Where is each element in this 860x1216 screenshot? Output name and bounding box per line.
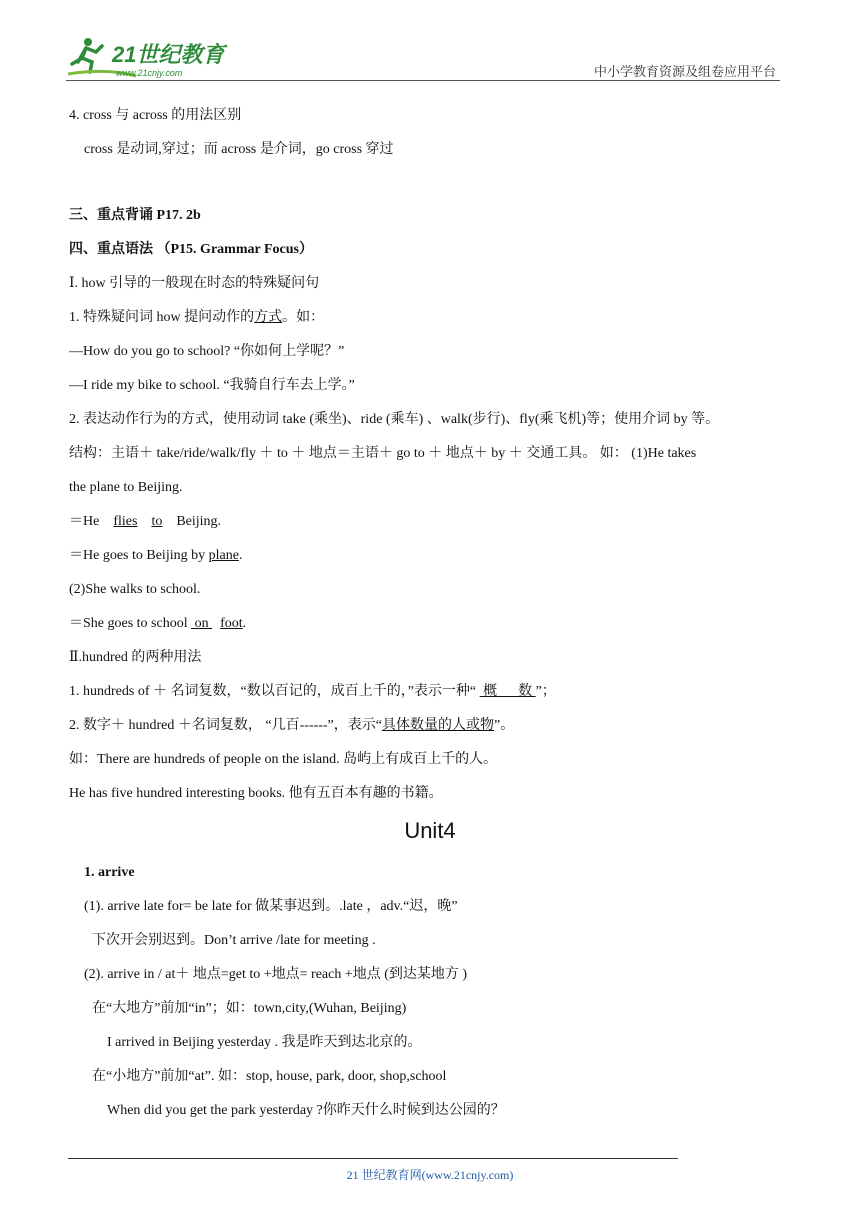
text-segment: ”。 [494,718,515,733]
rewrite-on-foot [69,615,246,633]
underlined-answer: to [151,514,163,529]
arrive-in-example: I arrived in Beijing yesterday . 我是昨天到达北京的。 [107,1035,422,1050]
text-segment: ＝She goes to school [69,616,192,631]
arrive-rule-2: (2). arrive in / at＋ 地点=get to +地点= reach +地点 (到达某地方 ) [84,967,468,982]
hundred-heading: Ⅱ.hundred 的两种用法 [69,650,202,665]
arrive-in-rule: 在“大地方”前加“in”；如：town,city,(Wuhan, Beijing) [92,1001,407,1016]
rewrite-plane [69,547,242,565]
arrive-rule-1: (1). arrive late for= be late for 做某事迟到。.late ，adv.“迟，晚” [84,899,458,914]
text-segment: ＝He [69,514,100,529]
hundred-example-1: 如：There are hundreds of people on the island. 岛屿上有成百上千的人。 [69,752,498,767]
rewrite-flies [69,513,221,531]
text-segment: ＝He goes to Beijing by [69,548,209,563]
underlined-answer: 具体数量的人或物 [382,718,494,733]
example-answer: —I ride my bike to school. “我骑自行车去上学。” [69,378,355,393]
underlined-answer: plane [208,548,239,563]
text-segment: Beijing. [176,514,222,529]
section-four-heading: 四、重点语法 （P15. Grammar Focus） [69,242,313,257]
hundred-rule-1 [69,683,556,701]
example-question: —How do you go to school? “你如何上学呢？” [69,344,345,359]
example-walks: (2)She walks to school. [69,582,201,597]
text-segment: . [242,616,247,631]
text-segment: 1. 特殊疑问词 how 提问动作的 [69,310,255,325]
how-rule-1 [69,309,324,327]
cross-across-heading: 4. cross 与 across 的用法区别 [69,108,242,123]
underlined-answer: 方式 [254,310,283,325]
footer-divider [68,1158,678,1159]
text-segment: ”； [535,684,556,699]
arrive-example-1: 下次开会别迟到。Don’t arrive /late for meeting . [92,933,376,948]
underlined-answer: on [191,616,213,631]
arrive-heading: 1. arrive [84,865,135,880]
hundred-rule-2 [69,717,514,735]
header-platform-text: 中小学教育资源及组卷应用平台 [593,64,776,79]
text-segment: 。如： [282,310,325,325]
logo-text: 21世纪教育 [112,42,225,67]
unit-title: Unit4 [404,818,456,843]
text-segment: 2. 数字＋ hundred ＋名词复数， “几百------”，表示“ [69,718,382,733]
site-logo [66,34,236,82]
header-divider [66,80,780,81]
footer-site-text: 21 世纪教育网(www.21cnjy.com) [346,1168,514,1182]
hundred-example-2: He has five hundred interesting books. 他有五百本有趣的书籍。 [69,786,443,801]
text-segment: 1. hundreds of ＋ 名词复数，“数以百记的，成百上千的，”表示一种“ [69,684,480,699]
section-three-heading: 三、重点背诵 P17. 2b [69,208,201,223]
how-question-heading: Ⅰ. how 引导的一般现在时态的特殊疑问句 [69,276,320,291]
text-segment: . [238,548,243,563]
underlined-answer: flies [113,514,138,529]
arrive-at-rule: 在“小地方”前加“at”. 如：stop, house, park, door, shop,school [92,1069,447,1084]
structure-line-cont: the plane to Beijing. [69,480,183,495]
logo-url-text: www.21cnjy.com [116,68,183,78]
cross-across-explanation: cross 是动词,穿过；而 across 是介词，go cross 穿过 [84,142,394,157]
arrive-at-example: When did you get the park yesterday ?你昨天什么时候到达公园的？ [107,1103,505,1118]
underlined-answer: 概 数 [479,684,536,699]
underlined-answer: foot [220,616,243,631]
how-rule-2: 2. 表达动作行为的方式，使用动词 take (乘坐)、ride (乘车) 、walk(步行)、fly(乘飞机)等；使用介词 by 等。 [69,412,720,427]
structure-line: 结构：主语＋ take/ride/walk/fly ＋ to ＋ 地点＝主语＋ go to ＋ 地点＋ by ＋ 交通工具。 如： (1)He takes [69,446,697,461]
